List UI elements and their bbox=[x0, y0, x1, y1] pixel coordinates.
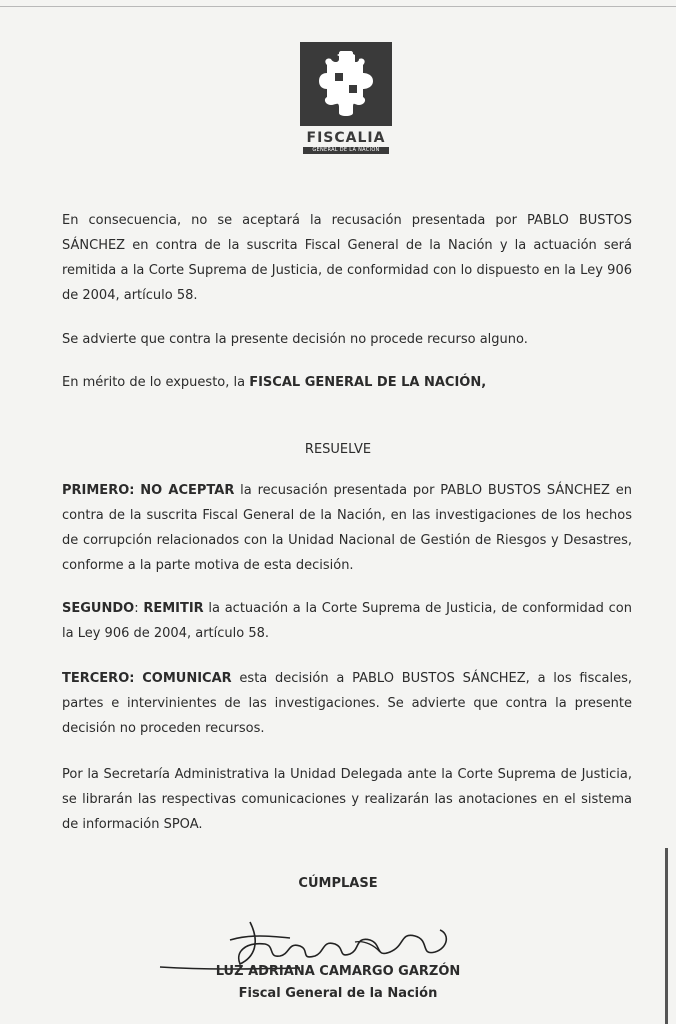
puzzle-piece-icon bbox=[317, 51, 375, 117]
segundo-label: SEGUNDO bbox=[62, 601, 135, 616]
paragraph-segundo bbox=[62, 596, 632, 646]
signatory-title bbox=[0, 984, 676, 1004]
cumplase-text: CÚMPLASE bbox=[298, 876, 378, 891]
paragraph-closing: Por la Secretaría Administrativa la Unidad Delegada ante la Corte Suprema de Justicia, se librarán las respectivas comunicaciones y realizarán las anotaciones en el sistema de información SPOA. bbox=[62, 767, 632, 832]
logo-name: FISCALIA bbox=[306, 130, 386, 146]
merito-text: En mérito de lo expuesto, la bbox=[62, 375, 250, 390]
segundo-text: la actuación a la Corte Suprema de Justicia, de conformidad con la Ley 906 de 2004, artículo 58. bbox=[62, 601, 632, 641]
logo-emblem bbox=[300, 42, 392, 126]
signatory-name-text: LUZ ADRIANA CAMARGO GARZÓN bbox=[215, 964, 461, 979]
tercero-action: COMUNICAR bbox=[142, 671, 232, 686]
resuelve-heading: RESUELVE bbox=[304, 442, 372, 457]
paragraph-advierte: Se advierte que contra la presente decisión no procede recurso alguno. bbox=[62, 332, 528, 347]
primero-label: PRIMERO: bbox=[62, 483, 135, 498]
paragraph-consecuencia: En consecuencia, no se aceptará la recusación presentada por PABLO BUSTOS SÁNCHEZ en contra de la suscrita Fiscal General de la Nación y la actuación será remitida a la Corte Suprema de Justicia, de conformidad con lo dispuesto en la Ley 906 de 2004, artículo 58. bbox=[62, 213, 632, 303]
tercero-label: TERCERO: bbox=[62, 671, 135, 686]
paragraph-merito bbox=[62, 370, 632, 395]
paragraph-primero bbox=[62, 478, 632, 578]
primero-action: NO ACEPTAR bbox=[140, 483, 235, 498]
fiscalia-logo bbox=[300, 42, 392, 160]
signatory-title-text: Fiscal General de la Nación bbox=[238, 986, 438, 1001]
merito-bold: FISCAL GENERAL DE LA NACIÓN, bbox=[249, 375, 487, 390]
top-edge-rule bbox=[0, 6, 676, 7]
tercero-text: esta decisión a PABLO BUSTOS SÁNCHEZ, a los fiscales, partes e intervinientes de las investigaciones. Se advierte que contra la presente decisión no proceden recursos. bbox=[62, 671, 632, 736]
cumplase-heading bbox=[0, 874, 676, 894]
paragraph-tercero bbox=[62, 666, 632, 741]
scan-edge-bar bbox=[665, 848, 668, 1024]
primero-text: la recusación presentada por PABLO BUSTOS SÁNCHEZ en contra de la suscrita Fiscal General de la Nación, en las investigaciones de los hechos de corrupción relacionados con la Unidad Nacional de Gestión de Riesgos y Desastres, conforme a la parte motiva de esta decisión. bbox=[62, 483, 632, 573]
segundo-action: REMITIR bbox=[143, 601, 204, 616]
logo-subtitle: GENERAL DE LA NACION bbox=[303, 147, 389, 154]
signatory-name bbox=[0, 962, 676, 982]
segundo-colon: : bbox=[134, 601, 144, 616]
